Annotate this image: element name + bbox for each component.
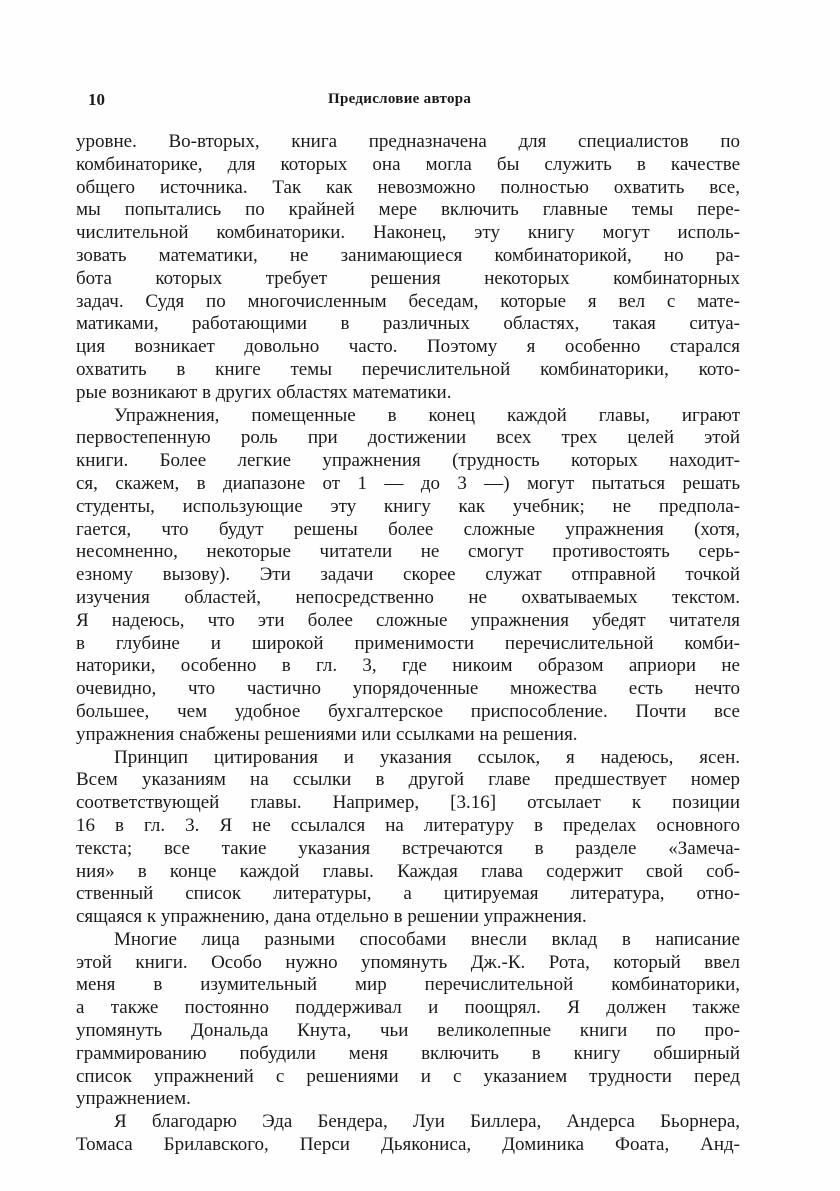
text-line: очевидно, что частично упорядоченные множества есть нечто bbox=[76, 678, 740, 700]
paragraph bbox=[76, 929, 740, 1111]
text-line: езному вызову). Эти задачи скорее служат отправной точкой bbox=[76, 564, 740, 586]
text-line: в глубине и широкой применимости перечислительной комби- bbox=[76, 632, 740, 654]
text-line: 16 в гл. 3. Я не ссылался на литературу в пределах основного bbox=[76, 814, 740, 836]
text-line: Всем указаниям на ссылки в другой главе предшествует номер bbox=[76, 769, 740, 791]
text-line: первостепенную роль при достижении всех трех целей этой bbox=[76, 427, 740, 449]
text-line: упражнением. bbox=[76, 1088, 191, 1110]
paragraph bbox=[76, 405, 740, 747]
page-number: 10 bbox=[88, 90, 105, 109]
page-header bbox=[88, 90, 740, 114]
paragraph bbox=[76, 1111, 740, 1157]
text-line: Я надеюсь, что эти более сложные упражнения убедят читателя bbox=[76, 609, 740, 631]
text-line: сящаяся к упражнению, дана отдельно в решении упражнения. bbox=[76, 906, 587, 928]
text-line: Принцип цитирования и указания ссылок, я надеюсь, ясен. bbox=[114, 746, 740, 768]
text-line: большее, чем удобное бухгалтерское приспособление. Почти все bbox=[76, 700, 740, 722]
text-line: Томаса Брилавского, Перси Дьякониса, Доминика Фоата, Анд- bbox=[76, 1134, 740, 1156]
text-line: Упражнения, помещенные в конец каждой главы, играют bbox=[114, 404, 740, 426]
text-line: матиками, работающими в различных областях, такая ситуа- bbox=[76, 313, 740, 335]
text-line: бота которых требует решения некоторых комбинаторных bbox=[76, 267, 740, 289]
text-line: охватить в книге темы перечислительной комбинаторики, кото- bbox=[76, 358, 740, 380]
text-line: зовать математики, не занимающиеся комбинаторикой, но ра- bbox=[76, 244, 740, 266]
paragraph bbox=[76, 747, 740, 929]
text-line: а также постоянно поддерживал и поощрял. Я должен также bbox=[76, 997, 740, 1019]
text-line: уровне. Во-вторых, книга предназначена для специалистов по bbox=[76, 131, 740, 152]
text-line: мы попытались по крайней мере включить главные темы пере- bbox=[76, 199, 740, 221]
text-line: меня в изумительный мир перечислительной комбинаторики, bbox=[76, 974, 740, 996]
text-line: несомненно, некоторые читатели не смогут противостоять серь- bbox=[76, 541, 740, 563]
body-text bbox=[76, 131, 740, 1157]
text-line: упомянуть Дональда Кнута, чьи великолепные книги по про- bbox=[76, 1020, 740, 1042]
text-line: студенты, использующие эту книгу как учебник; не предпола- bbox=[76, 495, 740, 517]
text-line: ция возникает довольно часто. Поэтому я особенно старался bbox=[76, 336, 740, 358]
text-line: этой книги. Особо нужно упомянуть Дж.-К. Рота, который ввел bbox=[76, 951, 740, 973]
text-line: рые возникают в других областях математики. bbox=[76, 381, 452, 403]
text-line: Многие лица разными способами внесли вклад в написание bbox=[114, 928, 740, 950]
text-line: ния» в конце каждой главы. Каждая глава содержит свой соб- bbox=[76, 860, 740, 882]
text-line: общего источника. Так как невозможно полностью охватить все, bbox=[76, 176, 740, 198]
text-line: ственный список литературы, а цитируемая литература, отно- bbox=[76, 883, 740, 905]
text-line: гается, что будут решены более сложные упражнения (хотя, bbox=[76, 518, 740, 540]
text-line: ся, скажем, в диапазоне от 1 — до 3 —) могут пытаться решать bbox=[76, 472, 740, 494]
text-line: соответствующей главы. Например, [3.16] отсылает к позиции bbox=[76, 792, 740, 814]
text-line: задач. Судя по многочисленным беседам, которые я вел с мате- bbox=[76, 290, 740, 312]
running-title: Предисловие автора bbox=[328, 91, 472, 107]
text-line: наторики, особенно в гл. 3, где никоим образом априори не bbox=[76, 655, 740, 677]
text-line: граммированию побудили меня включить в книгу обширный bbox=[76, 1042, 740, 1064]
text-line: текста; все такие указания встречаются в разделе «Замеча- bbox=[76, 837, 740, 859]
text-line: изучения областей, непосредственно не охватываемых текстом. bbox=[76, 586, 740, 608]
text-line: книги. Более легкие упражнения (трудность которых находит- bbox=[76, 450, 740, 472]
text-line: числительной комбинаторики. Наконец, эту книгу могут исполь- bbox=[76, 222, 740, 244]
text-line: комбинаторике, для которых она могла бы служить в качестве bbox=[76, 153, 740, 175]
text-line: Я благодарю Эда Бендера, Луи Биллера, Андерса Бьорнера, bbox=[114, 1111, 740, 1133]
paragraph bbox=[76, 131, 740, 405]
text-line: упражнения снабжены решениями или ссылками на решения. bbox=[76, 723, 578, 745]
text-line: список упражнений с решениями и с указанием трудности перед bbox=[76, 1065, 740, 1087]
